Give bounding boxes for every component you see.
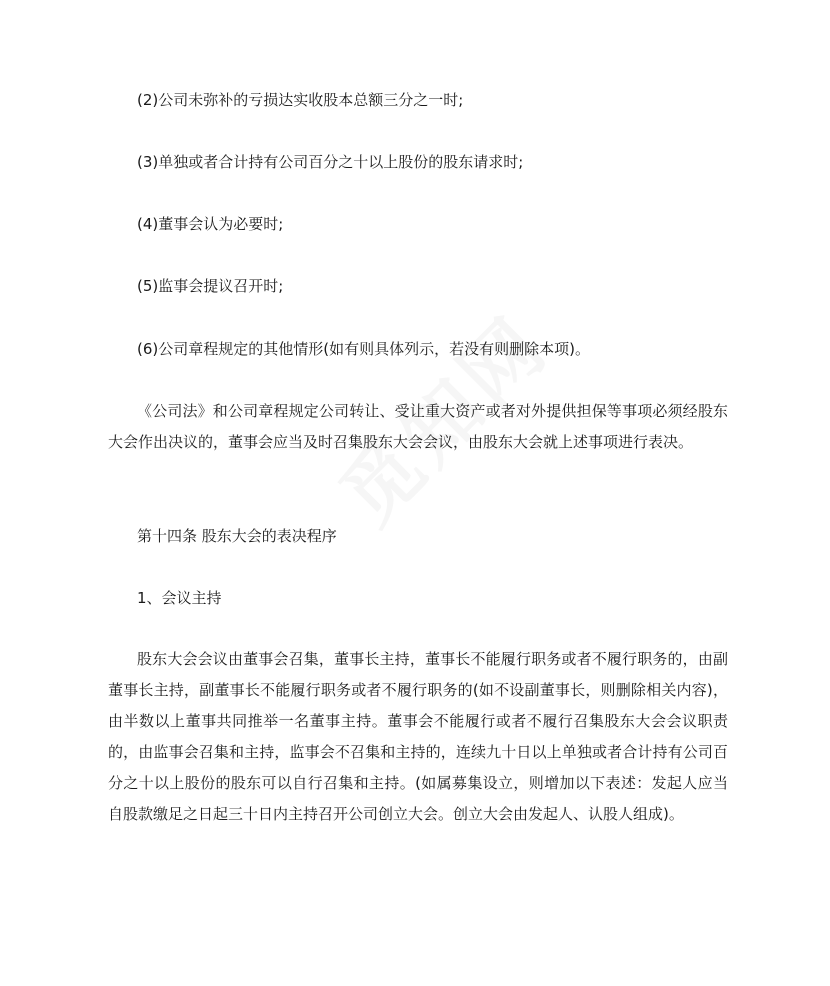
subsection-heading: 1、会议主持: [137, 589, 222, 607]
list-item: (4)董事会认为必要时;: [137, 215, 284, 233]
article-heading: 第十四条 股东大会的表决程序: [137, 527, 337, 545]
list-item: (2)公司未弥补的亏损达实收股本总额三分之一时;: [137, 91, 464, 109]
body-paragraph: 股东大会会议由董事会召集，董事长主持，董事长不能履行职务或者不履行职务的，由副董事长主持，副董事长不能履行职务或者不履行职务的(如不设副董事长，则删除相关内容)，由半数以上董事共同推举一名董事主持。董事会不能履行或者不履行召集股东大会会议职责的，由监事会召集和主持，监事会不召集和主持的，连续九十日以上单独或者合计持有公司百分之十以上股份的股东可以自行召集和主持。(如属募集设立，则增加以下表述：发起人应当自股款缴足之日起三十日内主持召开公司创立大会。创立大会由发起人、认股人组成)。: [108, 650, 728, 823]
body-paragraph: 《公司法》和公司章程规定公司转让、受让重大资产或者对外提供担保等事项必须经股东大会作出决议的，董事会应当及时召集股东大会会议，由股东大会就上述事项进行表决。: [108, 402, 728, 451]
list-item: (6)公司章程规定的其他情形(如有则具体列示，若没有则删除本项)。: [137, 340, 590, 358]
list-item: (3)单独或者合计持有公司百分之十以上股份的股东请求时;: [137, 153, 524, 171]
list-item: (5)监事会提议召开时;: [137, 277, 284, 295]
